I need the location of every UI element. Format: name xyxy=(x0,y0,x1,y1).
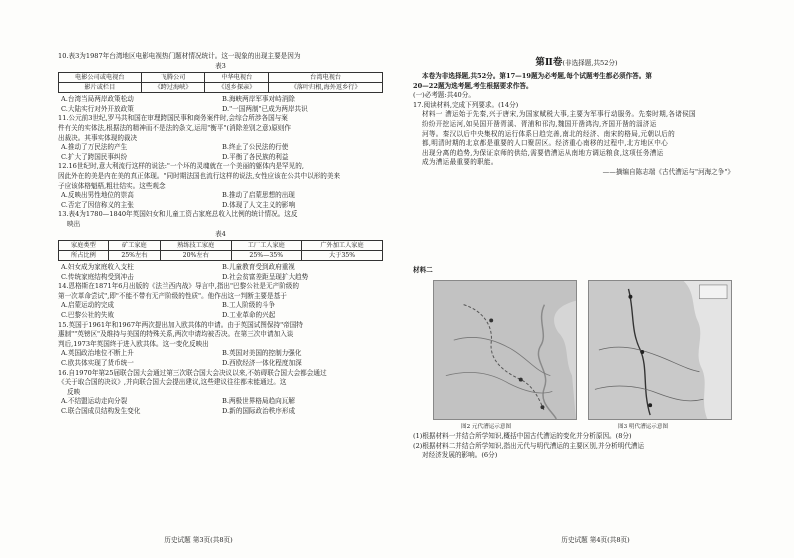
table-cell: 熟练技工家庭 xyxy=(160,241,231,251)
question-line: 对经济发展的影响。(6分) xyxy=(422,451,498,460)
right-page-content xyxy=(413,56,740,178)
right-page-footer: 历史试题 第4页(共8页) xyxy=(561,536,630,545)
section-subtitle: (非选择题,共52分) xyxy=(562,59,618,67)
right-page xyxy=(397,0,794,558)
table-cell: 所占比例 xyxy=(59,251,109,261)
ming-canal-map xyxy=(588,280,732,420)
table3-data-row xyxy=(59,83,383,93)
q13-line: 13.表4为1780—1840年英国妇女和儿童工资占家庭总收入比例的统计情况。这反 xyxy=(58,210,298,219)
q16-line: 《关于取合国的决议》,并向联合国大会提出建议,这些建议往往都未能通过。这 xyxy=(58,378,287,387)
option: D.社会贫富差距呈现扩大趋势 xyxy=(222,272,309,281)
option: A.启蒙运动的完成 xyxy=(61,301,115,310)
table-cell: 《返乡探亲》 xyxy=(205,83,269,93)
q12-line: 因此外在的美是内在美的真正体现。"同时期法国也流行这样的说法,女性应该在公共中以形的美来 xyxy=(58,171,341,180)
option: C.巴黎公社的失败 xyxy=(61,311,115,320)
q12-line: 子应该体格魁梧,粗壮结实。这些观念 xyxy=(58,181,166,190)
table4-header-row xyxy=(59,241,383,251)
table-cell: 影片或栏目 xyxy=(59,83,142,93)
material-line: 河等。秦汉以后中央集权的运行体系日趋完善,南北的经济、南宋的格局,元朝以后的 xyxy=(422,129,675,138)
q14-line: 14.恩格斯在1871年6月出版的《法兰西内战》导言中,指出"巴黎公社是无产阶级的 xyxy=(58,282,299,291)
material-line: 出现分离的趋势,为保证京师的供给,需要借漕运从南地方调运粮食,这项任务漕运 xyxy=(422,148,664,157)
question-line: (1)根据材料一并结合所学知识,概括中国古代漕运的变化并分析原因。(8分) xyxy=(413,432,632,440)
q11-line: 出裁决。其事实体现的裁决 xyxy=(58,133,138,142)
table4 xyxy=(58,240,383,261)
map2-caption: 图3 明代漕运示意图 xyxy=(618,424,669,430)
option: D.体现了人文主义的影响 xyxy=(222,200,296,209)
q14-options xyxy=(58,301,383,320)
material-line: 材料一 漕运始于先秦,兴于唐宋,为国家赋税大事,主要为军事行动服务。先秦时期,各诸侯国 xyxy=(422,110,696,119)
q13-line: 映出 xyxy=(67,219,81,228)
table4-data-row xyxy=(59,251,383,261)
option: B.终止了公民法的行使 xyxy=(222,143,289,152)
q15-line: 惠制""英镑区"及维持与美国的特殊关系,两次申请均被否决。在第三次申请加入谈 xyxy=(58,330,294,339)
ming-canal-map-graphic xyxy=(589,281,731,419)
option: A.妇女成为家庭收入支柱 xyxy=(61,263,134,272)
option: B.海峡两岸军事对峙消除 xyxy=(222,95,295,104)
option: B.儿童教育受到政府重视 xyxy=(222,263,295,272)
option: D."一国两制"已成为两岸共识 xyxy=(222,104,308,113)
q17-questions xyxy=(413,432,754,461)
q13-options xyxy=(58,263,383,282)
option: A.台湾当局两岸政策松动 xyxy=(61,95,134,104)
q12-options xyxy=(58,191,383,210)
intro-line: 20—22题为选考题,考生根据要求作答。 xyxy=(413,81,533,90)
q11-options xyxy=(58,143,383,162)
option: B.英国对美国的控制力强化 xyxy=(222,349,302,358)
table-cell: 工厂工人家庭 xyxy=(231,241,302,251)
option: B.两极世界格局趋向瓦解 xyxy=(222,397,295,406)
option: B.推动了启蒙思想的出现 xyxy=(222,191,295,200)
table-cell: 广外加工人家庭 xyxy=(302,241,383,251)
material-two-label: 材料二 xyxy=(413,266,433,274)
required-heading: (一)必考题:共40分。 xyxy=(413,91,475,100)
material-source: ——摘编自陈志端《古代漕运与"河海之争"》 xyxy=(602,167,734,176)
option: C.传统家庭结构受到冲击 xyxy=(61,272,134,281)
table3-caption: 表3 xyxy=(215,61,226,70)
option: C.否定了因信称义的主张 xyxy=(61,200,134,209)
option: C.联合国成员结构发生变化 xyxy=(61,407,141,415)
option: D.平衡了各民族的利益 xyxy=(222,152,289,161)
table-cell: 飞腾公司 xyxy=(141,73,205,83)
q11-line: 件有关的实体法,根据法的精神而不是法的条文,运用"衡平"(消除差别之意)原则作 xyxy=(58,123,291,132)
table-cell: 20%左右 xyxy=(160,251,231,261)
option: A.推动了万民法的产生 xyxy=(61,143,128,152)
table-cell: 25%左右 xyxy=(108,251,160,261)
table4-caption: 表4 xyxy=(215,229,226,238)
table-cell: 矿工家庭 xyxy=(108,241,160,251)
option: D.西欧经济一体化程度加深 xyxy=(222,359,302,368)
option: B.工人阶级的斗争 xyxy=(222,301,276,310)
question-line: (2)根据材料二并结合所学知识,指出元代与明代漕运的主要区别,并分析明代漕运 xyxy=(413,441,645,450)
yuan-canal-map-graphic xyxy=(434,281,576,419)
yuan-canal-map xyxy=(433,280,577,420)
q16-line: 反映 xyxy=(67,387,81,396)
option: A.反映出男性地位的崇高 xyxy=(61,191,134,200)
map1-caption: 图2 元代漕运示意图 xyxy=(461,424,512,430)
q15-line: 判后,1973年英国终于进入欧共体。这一变化反映出 xyxy=(58,339,209,348)
section-title-main: 第Ⅱ卷 xyxy=(535,57,563,68)
q12-line: 12.16世纪时,意大利流行这样的说法:"一个坏的灵魂就在一个美丽的躯体内是罕见的, xyxy=(58,162,304,171)
q10-stem: 10.表3为1987年台湾地区电影电视热门题材情况统计。这一现象的出现主要是因为 xyxy=(58,52,301,60)
q15-line: 15.英国于1961年和1967年两次提出加入欧共体的申请。由于英国试图保持"帝国特 xyxy=(58,320,303,329)
maps-area xyxy=(433,280,733,430)
option: D.新的国际政治秩序形成 xyxy=(222,407,296,415)
table-cell: 《跨过海峡》 xyxy=(141,83,205,93)
q14-line: 第一次革命尝试",即"不能不带有无产阶级的性质"。他作出这一判断主要是基于 xyxy=(58,291,287,300)
material-line: 成为漕运最重要的职能。 xyxy=(422,158,498,167)
section-title xyxy=(413,56,740,70)
table-cell: 电影公司或电视台 xyxy=(59,73,142,83)
q10-options xyxy=(58,95,383,114)
material-one xyxy=(413,110,740,168)
option: C.欧共体实现了货币统一 xyxy=(61,359,134,368)
option: A.不结盟运动走向分裂 xyxy=(61,397,128,406)
table-cell: 台湾电视台 xyxy=(269,73,383,83)
q16-line: 16.自1970年第25届联合国大会通过第三次联合国大会决议以来,不妨碍联合国大会都会通过 xyxy=(58,368,327,377)
q11-line: 11.公元前3世纪,罗马共和国在审理跨国民事和商务案件时,会综合所涉各国与案 xyxy=(58,114,288,123)
left-page-content xyxy=(58,52,383,417)
table-cell: 中华电视台 xyxy=(205,73,269,83)
option: D.工业革命的兴起 xyxy=(222,311,276,320)
q15-options xyxy=(58,349,383,368)
intro-line: 本卷为非选择题,共52分。第17—19题为必考题,每个试题考生都必须作答。第 xyxy=(422,72,652,80)
table-cell: 大于35% xyxy=(302,251,383,261)
option: A.英国政治地位不断上升 xyxy=(61,349,134,358)
option: C.扩大了跨国民事纠纷 xyxy=(61,152,128,161)
material-line: 都,明清时期的北京都是重要的人口聚居区。经济重心南移的过程中,北方地区中心 xyxy=(422,139,669,148)
q17-stem: 17.阅读材料,完成下列要求。(14分) xyxy=(413,100,519,109)
q16-options xyxy=(58,397,383,416)
option: C.大陆实行对外开放政策 xyxy=(61,104,134,113)
table3 xyxy=(58,72,383,93)
table3-header-row xyxy=(59,73,383,83)
table-cell: 《落叶归根,海外返乡行》 xyxy=(269,83,383,93)
material-line: 纷纷开挖运河,如吴国开凿胥溪、胥浦和邗沟,魏国开凿鸿沟,齐国开凿的淄济运 xyxy=(422,119,657,128)
left-page-footer: 历史试题 第3页(共8页) xyxy=(164,536,233,545)
table-cell: 家庭类型 xyxy=(59,241,109,251)
table-cell: 25%—35% xyxy=(231,251,302,261)
